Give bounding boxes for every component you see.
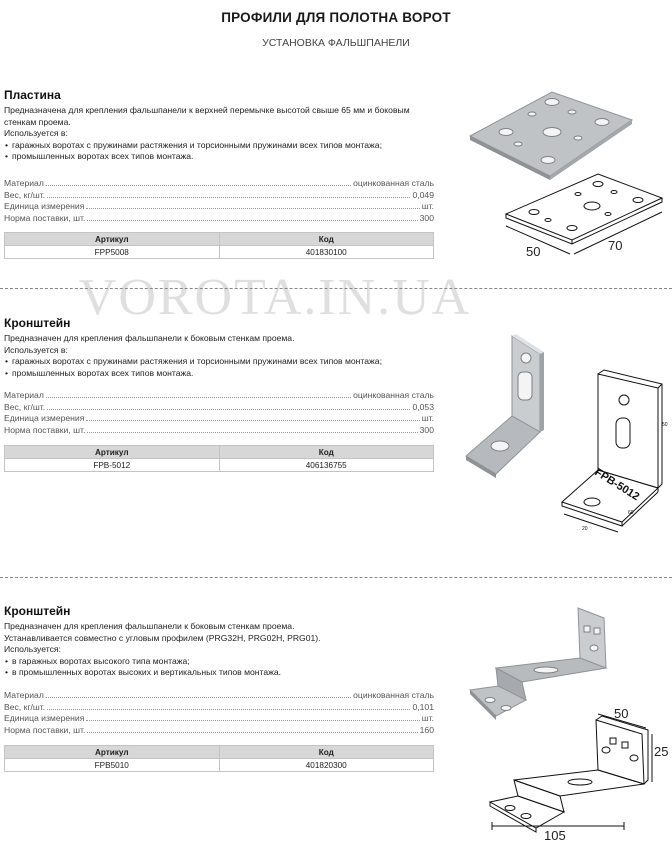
bracket-high-specs [4,690,434,737]
page-subtitle: УСТАНОВКА ФАЛЬШПАНЕЛИ [262,37,410,49]
spec-label: Вес, кг/шт. [4,401,46,412]
article-header: Артикул [5,746,220,759]
bracket-drawing [554,366,666,534]
bracket-high-drawing [484,700,668,842]
spec-value: оцинкованная сталь [353,390,434,400]
spec-label: Норма поставки, шт. [4,725,86,736]
spec-label: Вес, кг/шт. [4,189,46,200]
page-title: ПРОФИЛИ ДЛЯ ПОЛОТНА ВОРОТ [221,10,451,25]
spec-label: Вес, кг/шт. [4,701,46,712]
spec-value: оцинкованная сталь [353,178,434,188]
usage-item: • промышленных воротах всех типов монтажа. [4,151,444,163]
section-title-plate: Пластина [4,88,61,102]
section-title-bracket-high: Кронштейн [4,604,71,618]
description-line: Используется в: [4,128,68,139]
code-value: 406136755 [219,459,434,472]
spec-value: шт. [421,413,434,424]
bracket-specs [4,390,434,437]
spec-row [4,213,434,225]
section-divider [0,288,672,289]
spec-value: шт. [421,713,434,724]
spec-label: Норма поставки, шт. [4,213,86,224]
spec-label: Единица измерения [4,413,85,424]
usage-item: • гаражных воротах с пружинами растяжения и торсионными пружинами всех типов монтажа; [4,356,444,368]
spec-label: Материал [4,390,44,400]
bracket-article-table [4,445,434,472]
bracket-high-description [4,621,444,679]
usage-list [4,356,444,379]
code-value: 401830100 [219,246,434,259]
spec-value: 300 [419,213,434,224]
article-value: FPP5008 [5,246,220,259]
spec-row [4,413,434,425]
description-line: Устанавливается совместно с угловым профилем (PRG32H, PRG02H, PRG01). [4,632,321,643]
description-line: Используется: [4,644,61,655]
description-line: Предназначен для крепления фальшпанели к боковым стенкам проема. [4,621,295,631]
usage-item: • в гаражных воротах высокого типа монтажа; [4,656,444,668]
dimension-height: 50 [662,422,668,428]
spec-row [4,713,434,725]
dimension-width: 20 [582,526,588,532]
spec-row [4,690,434,702]
dimension-length: 70 [608,238,623,253]
spec-label: Материал [4,690,44,700]
section-title-bracket: Кронштейн [4,316,71,330]
site-watermark: VOROTA.IN.UA [78,269,472,326]
plate-specs [4,178,434,225]
spec-value: 0,053 [412,401,434,412]
plate-drawing [498,170,668,270]
bracket-high-article-table [4,745,434,772]
code-value: 401820300 [219,759,434,772]
dimension-width: 50 [614,706,629,721]
description-line: Предназначен для крепления фальшпанели к боковым стенкам проема. [4,333,295,343]
spec-label: Норма поставки, шт. [4,425,86,436]
dimension-depth: 60 [628,510,634,516]
spec-row [4,425,434,437]
spec-value: оцинкованная сталь [353,690,434,700]
spec-value: 300 [419,425,434,436]
plate-article-table [4,232,434,259]
section-divider [0,577,672,578]
spec-value: 160 [419,725,434,736]
spec-label: Материал [4,178,44,188]
usage-item: • гаражных воротах с пружинами растяжения и торсионными пружинами всех типов монтажа; [4,140,444,152]
article-value: FPB-5012 [5,459,220,472]
article-header: Артикул [5,446,220,459]
spec-row [4,725,434,737]
plate-description [4,105,444,163]
description-line: Предназначена для крепления фальшпанели к верхней перемычке высотой свыше 65 мм и боковым стенкам проема. [4,105,410,127]
spec-row [4,702,434,714]
dimension-height: 25 [654,744,669,759]
article-header: Артикул [5,233,220,246]
dimension-length: 105 [544,828,566,843]
usage-list [4,656,444,679]
code-header: Код [219,746,434,759]
usage-item: • промышленных воротах всех типов монтажа. [4,368,444,380]
description-line: Используется в: [4,344,68,355]
spec-label: Единица измерения [4,201,85,212]
code-header: Код [219,233,434,246]
bracket-description [4,333,444,379]
usage-item: • в промышленных воротах высоких и вертикальных типов монтажа. [4,667,444,679]
article-value: FPB5010 [5,759,220,772]
spec-row [4,201,434,213]
spec-value: 0,101 [412,701,434,712]
plate-photo [466,84,636,184]
spec-row [4,178,434,190]
spec-row [4,190,434,202]
spec-label: Единица измерения [4,713,85,724]
usage-list [4,140,444,163]
spec-value: 0,049 [412,189,434,200]
spec-value: шт. [421,201,434,212]
spec-row [4,390,434,402]
code-header: Код [219,446,434,459]
spec-row [4,402,434,414]
dimension-width: 50 [526,244,541,259]
bracket-stamp-label: FPB-5012 [592,466,642,504]
